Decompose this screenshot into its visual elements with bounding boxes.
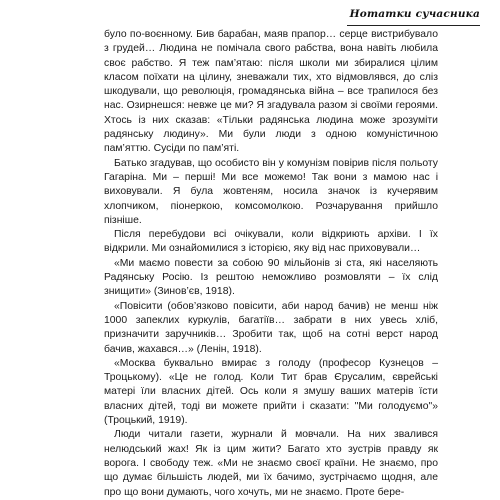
body-text (104, 28, 438, 500)
paragraph-2: Батько згадував, що особисто він у комунізм повірив після польоту Гагаріна. Ми – перші! Ми все можемо! Так вони з мамою нас і виховували. Я була жовтеням, носила значок із кучерявим хлопчиком, піонеркою, комсомолкою. Розчарування прийшло пізніше. (104, 157, 438, 226)
running-header: Нотатки сучасника (349, 8, 480, 20)
paragraph-1: було по-воєнному. Бив барабан, маяв прапор… серце вистрибувало з грудей… Людина не помічала свого рабства, вона навіть любила своє рабство. Я теж пам’ятаю: після школи ми збиралися цілим класом поїхати на цілину, зневажали тих, хто відмовлявся, до сліз шкодували, що революція, громадянська війна – все трапилося без нас. Озирнешся: невже це ми? Я згадувала разом зі своїми героями. Хтось із них сказав: «Тільки радянська людина може зрозуміти радянську людину». Ми були люди з одною комуністичною пам’яттю. Сусіди по пам’яті. (104, 29, 438, 155)
paragraph-7: Люди читали газети, журнали й мовчали. На них звалився нелюдський жах! Як із цим жити? Багато хто зустрів правду як ворога. І свободу теж. «Ми не знаємо своєї країни. Не знаємо, про що думає більшість людей, ми їх бачимо, зустрічаємо щодня, але про що вони думають, чого хочуть, ми не знаємо. Проте бере- (104, 429, 438, 498)
paragraph-3: Після перебудови всі очікували, коли відкриють архіви. І їх відкрили. Ми ознайомилися з історією, яку від нас приховували… (104, 229, 438, 255)
quote-zinoviev: «Ми маємо повести за собою 90 мільйонів зі ста, які населяють Радянську Росію. Із рештою неможливо розмовляти – їх слід знищити» (Зинов’єв, 1918). (104, 257, 438, 298)
quote-lenin: «Повісити (обов’язково повісити, аби народ бачив) не менш ніж 1000 запеклих куркулів, багатіїв… забрати в них увесь хліб, призначити заручників… Зробити так, щоб на сотні верст народ бачив, жахався…» (Ленін, 1918). (104, 300, 438, 355)
quote-trotsky: «Москва буквально вмирає з голоду (професор Кузнецов – Троцькому). «Це не голод. Коли Тит брав Єрусалим, єврейські матері їли власних дітей. Ось коли я змушу ваших матерів їсти власних дітей, тоді ви можете прийти і сказати: "Ми голодуємо"» (Троцький, 1919). (104, 357, 438, 427)
header-divider (347, 25, 480, 26)
